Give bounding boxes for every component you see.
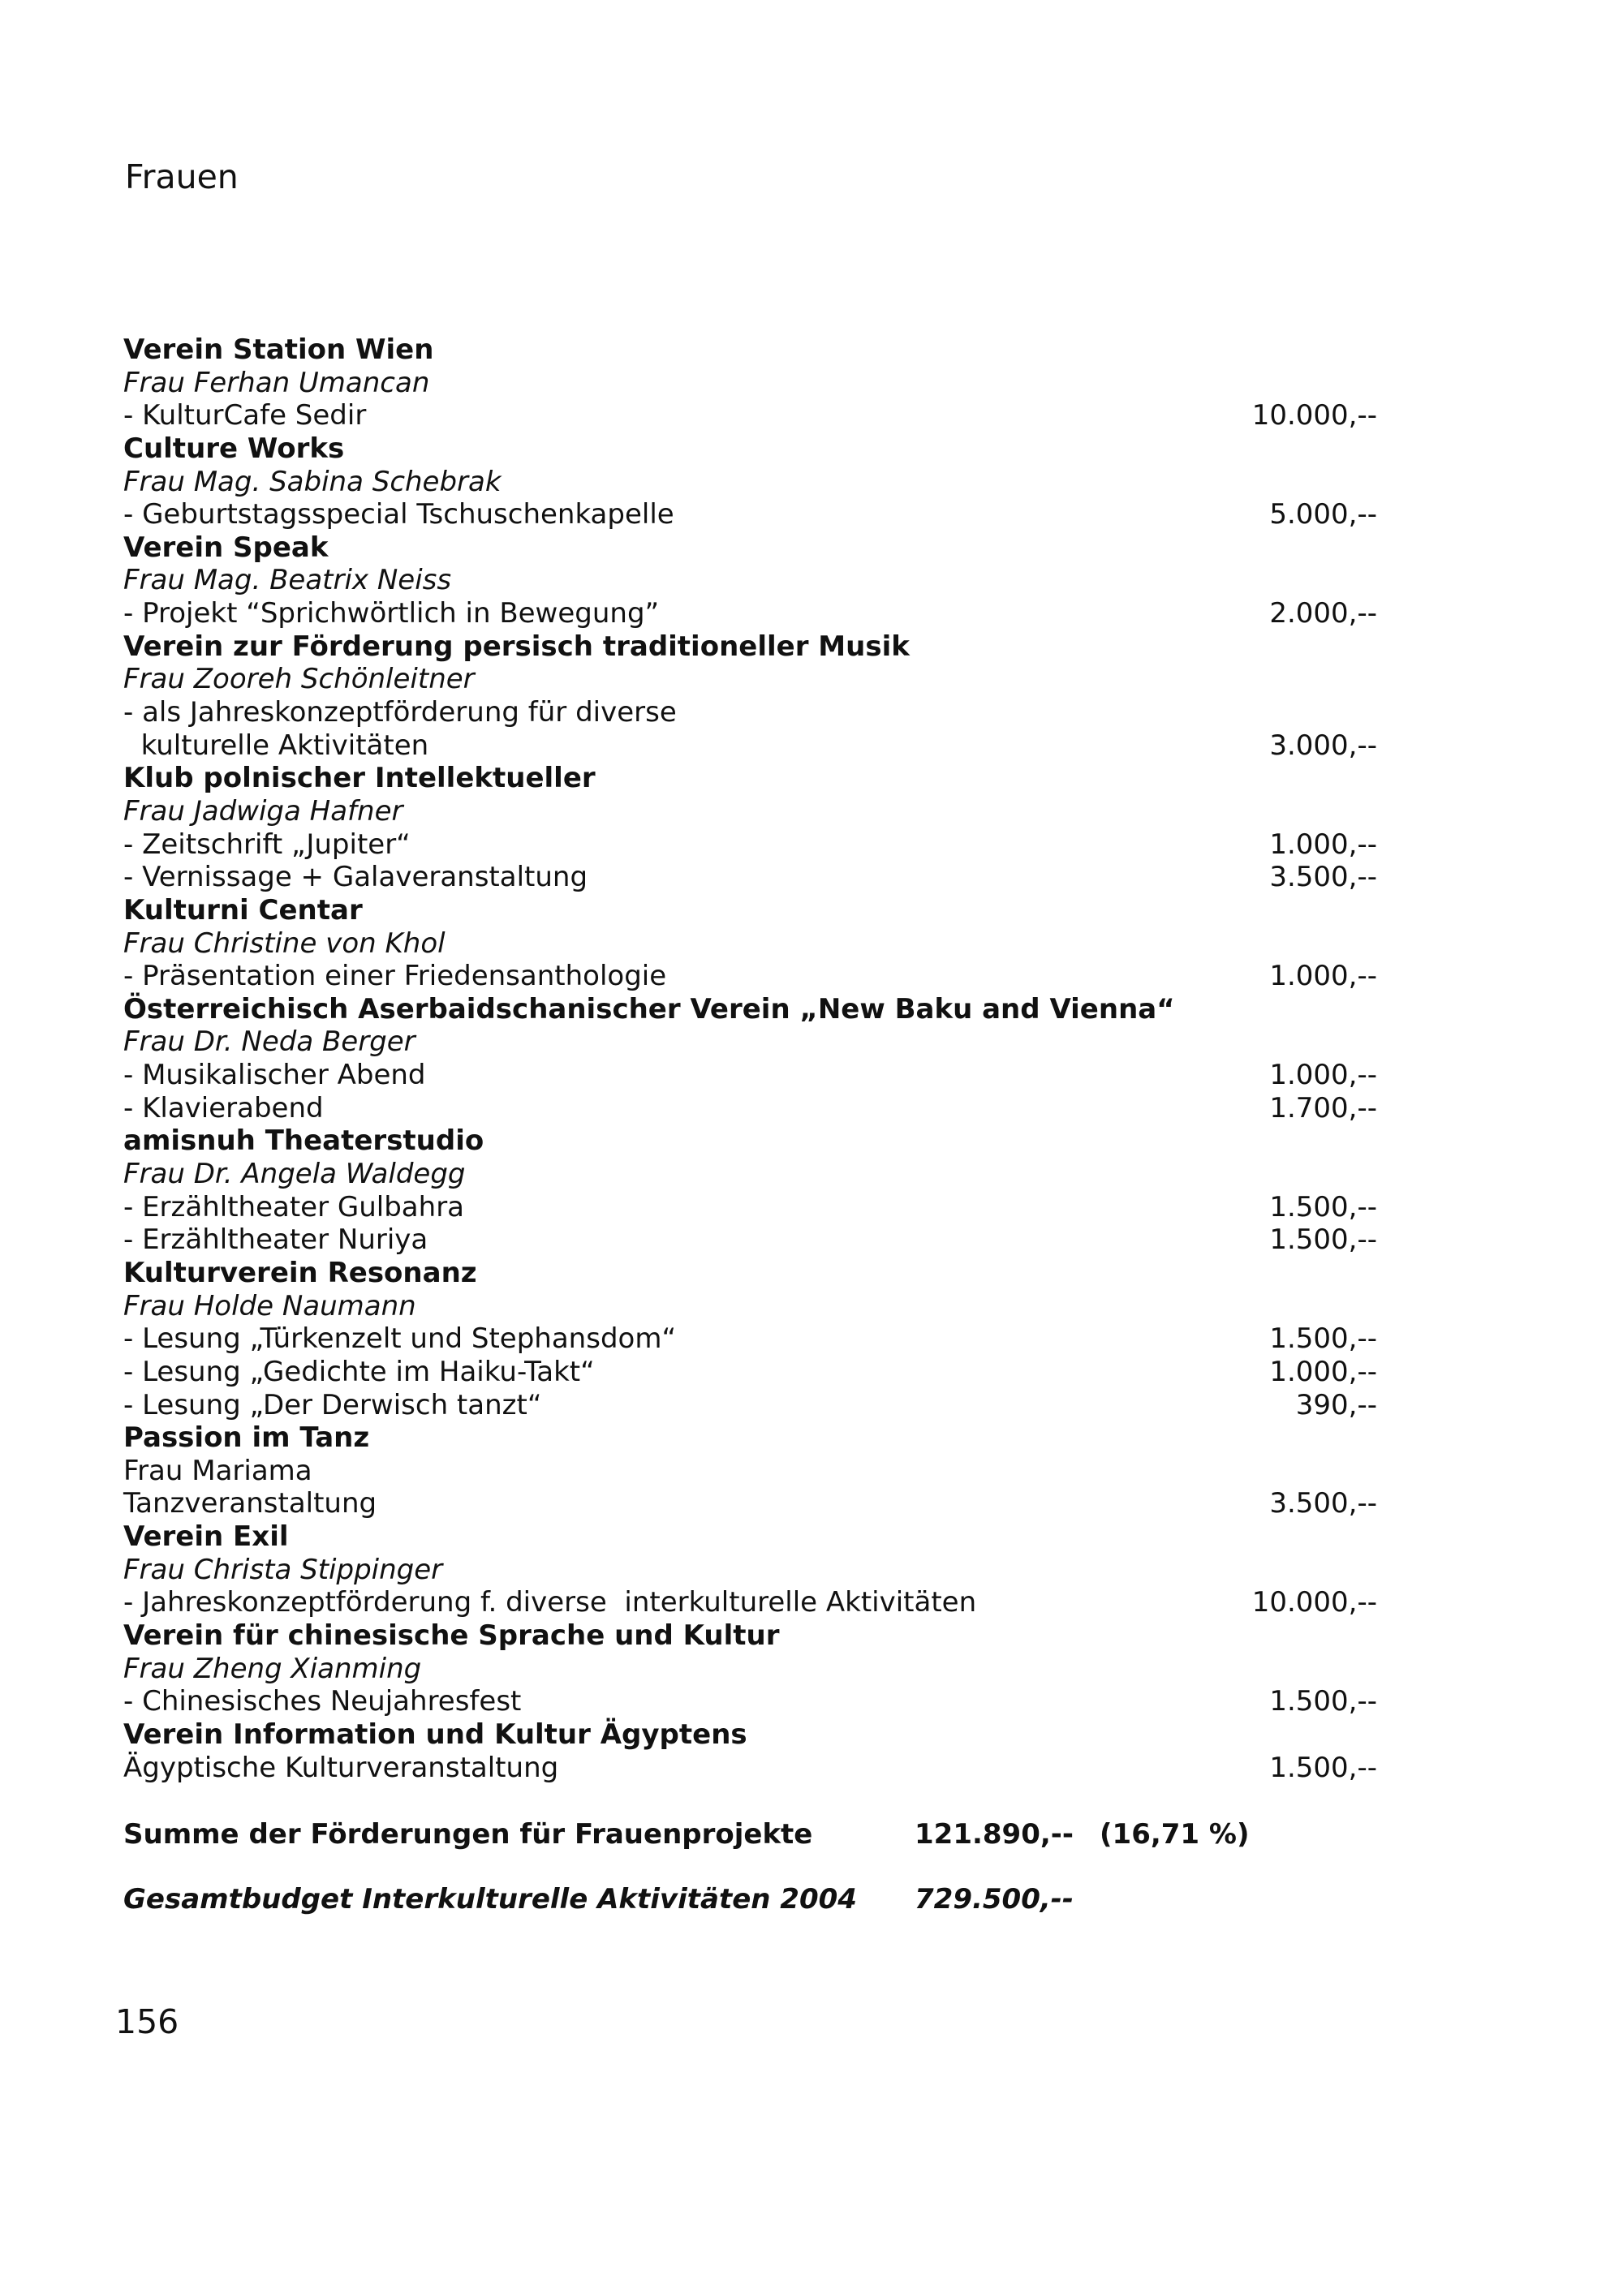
funding-item [123,960,1377,993]
organization-name: Kulturverein Resonanz [123,1256,477,1289]
contact-person: Frau Zheng Xianming [123,1652,422,1685]
contact-person: Frau Christine von Khol [123,927,446,960]
organization-name: Verein Exil [123,1520,289,1554]
funding-item-description: - Präsentation einer Friedensanthologie [123,960,667,993]
funding-item-amount: 1.500,-- [1269,1322,1377,1356]
funding-item-description: - Lesung „Der Derwisch tanzt“ [123,1388,542,1421]
contact-person: Frau Dr. Angela Waldegg [123,1158,466,1191]
funding-item-amount: 2.000,-- [1269,597,1377,630]
funding-item-description: - Jahreskonzeptförderung f. diverse interkulturelle Aktivitäten [123,1586,977,1619]
organization-name: Verein Speak [123,531,329,564]
funding-item-description: - Geburtstagsspecial Tschuschenkapelle [123,498,674,531]
contact-person: Frau Jadwiga Hafner [123,794,403,828]
summary-total-percent: (16,71 %) [1100,1818,1250,1851]
funding-item-amount: 1.000,-- [1269,1059,1377,1092]
contact-person: Frau Mariama [123,1454,312,1487]
page-heading: Frauen [125,157,239,196]
funding-item [123,1059,1377,1092]
funding-item-description: - Chinesisches Neujahresfest [123,1685,522,1718]
funding-item-description: - Erzähltheater Nuriya [123,1223,428,1257]
funding-item [123,828,1377,862]
funding-item-amount: 390,-- [1295,1388,1377,1421]
funding-item [123,729,1377,763]
summary-budget-row [123,1881,1300,1918]
funding-item-description: - Projekt “Sprichwörtlich in Bewegung” [123,597,660,630]
organization-name: Verein für chinesische Sprache und Kultur [123,1619,780,1652]
funding-item-amount: 1.500,-- [1269,1190,1377,1223]
funding-item [123,1388,1377,1422]
funding-item-description: - Lesung „Gedichte im Haiku-Takt“ [123,1355,595,1388]
contact-person: Frau Mag. Sabina Schebrak [123,465,502,498]
organization-name: Passion im Tanz [123,1421,370,1455]
funding-item-amount: 1.000,-- [1269,960,1377,993]
funding-item [123,696,1300,729]
summary-budget-label: Gesamtbudget Interkulturelle Aktivitäten 2004 [123,1883,857,1915]
funding-item-amount: 5.000,-- [1269,498,1377,531]
funding-item [123,1322,1377,1356]
funding-item-amount: 3.500,-- [1269,861,1377,894]
funding-item-amount: 1.000,-- [1269,1355,1377,1388]
funding-item-amount: 3.000,-- [1269,729,1377,762]
funding-item-description: - Lesung „Türkenzelt und Stephansdom“ [123,1322,677,1356]
organization-name: Kulturni Centar [123,893,363,927]
organization-name: Österreichisch Aserbaidschanischer Verein „New Baku and Vienna“ [123,992,1175,1025]
funding-item [123,861,1377,894]
summary-total-row [123,1816,1300,1853]
organization-name: Verein zur Förderung persisch traditioneller Musik [123,630,910,663]
funding-item-amount: 10.000,-- [1251,399,1377,432]
funding-item [123,1355,1377,1389]
organization-name: Klub polnischer Intellektueller [123,762,596,795]
summary-total-value: 121.890,-- [915,1818,1074,1851]
contact-person: Frau Holde Naumann [123,1289,416,1322]
funding-item-amount: 1.700,-- [1269,1091,1377,1124]
funding-item-amount: 1.500,-- [1269,1223,1377,1257]
contact-person: Frau Zooreh Schönleitner [123,663,475,696]
funding-item-amount: 1.000,-- [1269,828,1377,861]
funding-list [123,333,1377,1784]
funding-item-description: - Musikalischer Abend [123,1059,426,1092]
funding-item [123,1685,1377,1718]
organization-name: Verein Information und Kultur Ägyptens [123,1718,747,1751]
organization-name: Culture Works [123,432,345,465]
contact-person: Frau Ferhan Umancan [123,366,430,399]
funding-item-description: - als Jahreskonzeptförderung für diverse [123,696,677,729]
funding-item-description: - KulturCafe Sedir [123,399,367,432]
funding-item-description: - Erzähltheater Gulbahra [123,1190,465,1223]
funding-item-description: - Vernissage + Galaveranstaltung [123,861,588,894]
funding-item-description: kulturelle Aktivitäten [123,729,429,762]
summary-total-label: Summe der Förderungen für Frauenprojekte [123,1818,813,1851]
contact-person: Frau Mag. Beatrix Neiss [123,564,452,597]
page-number: 156 [115,2002,179,2041]
organization-name: Verein Station Wien [123,333,434,366]
contact-person: Frau Dr. Neda Berger [123,1025,415,1059]
funding-item [123,1091,1377,1125]
funding-item [123,399,1377,432]
organization-name: amisnuh Theaterstudio [123,1124,484,1158]
funding-item [123,1751,1377,1785]
funding-item [123,597,1377,630]
funding-item [123,1586,1377,1619]
funding-item-description: - Klavierabend [123,1091,324,1124]
funding-item-description: Ägyptische Kulturveranstaltung [123,1751,559,1784]
funding-item [123,498,1377,531]
funding-item [123,1223,1377,1257]
funding-item [123,1487,1377,1520]
funding-item [123,1190,1377,1224]
summary-budget-value: 729.500,-- [915,1883,1074,1915]
funding-item-amount: 1.500,-- [1269,1751,1377,1784]
funding-item-amount: 10.000,-- [1251,1586,1377,1619]
funding-item-description: - Zeitschrift „Jupiter“ [123,828,411,861]
contact-person: Frau Christa Stippinger [123,1553,443,1586]
funding-item-amount: 3.500,-- [1269,1487,1377,1520]
funding-item-amount: 1.500,-- [1269,1685,1377,1718]
funding-item-description: Tanzveranstaltung [123,1487,377,1520]
